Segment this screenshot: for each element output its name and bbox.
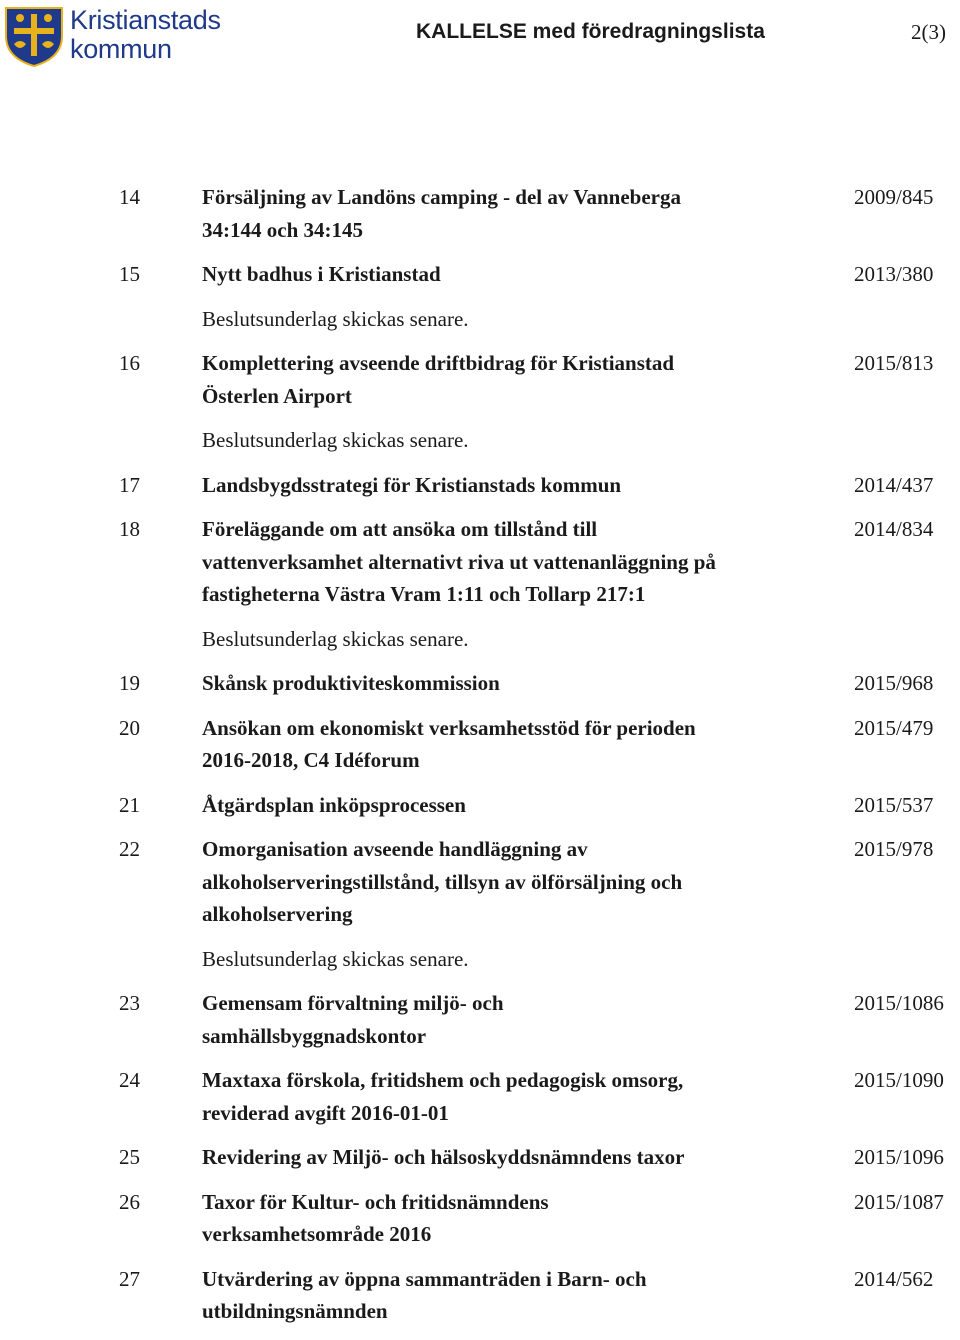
agenda-item-title-line: Österlen Airport	[202, 383, 352, 408]
agenda-item	[0, 513, 960, 655]
agenda-item-number: 24	[119, 1068, 140, 1092]
coat-of-arms-icon	[2, 2, 66, 68]
agenda-item-title-line: Ansökan om ekonomiskt verksamhetsstöd för perioden	[202, 715, 696, 740]
agenda-item-number: 20	[119, 715, 140, 740]
logo-text	[70, 6, 221, 64]
agenda-item-title-line: Åtgärdsplan inköpsprocessen	[202, 792, 466, 817]
agenda-item-diary-number: 2015/537	[854, 792, 934, 817]
agenda-item-title-line: Komplettering avseende driftbidrag för Kristianstad	[202, 351, 675, 375]
agenda-item-title-line: alkoholservering	[202, 902, 353, 926]
agenda-item-title-line: Skånsk produktiviteskommission	[202, 671, 500, 695]
agenda-item-number: 18	[119, 517, 140, 541]
agenda-item-number: 15	[119, 262, 140, 286]
document-title: KALLELSE med föredragningslista	[416, 20, 765, 43]
agenda-item	[0, 1186, 960, 1251]
page-header	[0, 0, 960, 70]
agenda-item-diary-number: 2013/380	[854, 262, 934, 286]
agenda-item	[0, 469, 960, 502]
agenda-item-diary-number: 2015/1087	[854, 1189, 944, 1214]
agenda-item-diary-number: 2014/562	[854, 1266, 934, 1291]
agenda-item-number: 19	[119, 671, 140, 695]
agenda-item-title-line: verksamhetsområde 2016	[202, 1222, 432, 1246]
agenda-item	[0, 789, 960, 822]
agenda-item-diary-number: 2015/978	[854, 837, 934, 861]
agenda-item	[0, 987, 960, 1052]
agenda-item-title-line: Utvärdering av öppna sammanträden i Barn- och	[202, 1266, 647, 1291]
agenda-item-diary-number: 2015/1090	[854, 1068, 944, 1092]
agenda-item-note: Beslutsunderlag skickas senare.	[202, 306, 469, 331]
agenda-item	[0, 667, 960, 700]
agenda-item	[0, 1064, 960, 1129]
agenda-item-number: 22	[119, 837, 140, 861]
agenda-item-diary-number: 2009/845	[854, 185, 934, 209]
agenda-item-number: 27	[119, 1266, 140, 1291]
logo-line-2: kommun	[70, 34, 172, 64]
agenda-item-title	[202, 789, 822, 822]
agenda-item-title	[202, 667, 822, 700]
agenda-item-diary-number: 2015/479	[854, 715, 934, 740]
agenda-item-title	[202, 833, 822, 931]
agenda-item-title-line: samhällsbyggnadskontor	[202, 1023, 427, 1048]
agenda-item-note: Beslutsunderlag skickas senare.	[202, 428, 469, 452]
agenda-item-title-line: alkoholserveringstillstånd, tillsyn av ölförsäljning och	[202, 869, 683, 894]
agenda-item	[0, 1141, 960, 1174]
agenda-item-title-line: Revidering av Miljö- och hälsoskyddsnämndens taxor	[202, 1145, 685, 1169]
agenda-item-title-line: Försäljning av Landöns camping - del av Vanneberga	[202, 185, 682, 209]
agenda-item-number: 21	[119, 792, 140, 817]
agenda-item-title	[202, 1064, 822, 1129]
agenda-item-title	[202, 181, 822, 246]
agenda-item-title	[202, 1141, 822, 1174]
agenda-item-title-line: 34:144 och 34:145	[202, 217, 363, 242]
agenda-item-note: Beslutsunderlag skickas senare.	[202, 626, 469, 651]
kristianstads-kommun-logo	[2, 2, 242, 68]
agenda-item-title	[202, 987, 822, 1052]
agenda-item-diary-number: 2015/1086	[854, 991, 944, 1015]
agenda-item-title-line: fastigheterna Västra Vram 1:11 och Tollarp 217:1	[202, 582, 646, 606]
agenda-item-diary-number: 2014/437	[854, 472, 934, 497]
agenda-item-diary-number: 2015/813	[854, 351, 934, 375]
agenda-item-note: Beslutsunderlag skickas senare.	[202, 946, 469, 971]
agenda-item-diary-number: 2015/1096	[854, 1145, 944, 1169]
agenda-item-number: 17	[119, 472, 140, 497]
agenda-item-title-line: Gemensam förvaltning miljö- och	[202, 991, 504, 1015]
agenda-item-title-line: reviderad avgift 2016-01-01	[202, 1100, 449, 1125]
agenda-item-number: 23	[119, 991, 140, 1015]
logo-line-1: Kristianstads	[70, 5, 221, 35]
agenda-item-title	[202, 712, 822, 777]
agenda-item-diary-number: 2015/968	[854, 671, 934, 695]
agenda-item-title-line: Landsbygdsstrategi för Kristianstads kommun	[202, 472, 622, 497]
agenda-item-title	[202, 513, 822, 611]
agenda-item-number: 25	[119, 1145, 140, 1169]
agenda-item-title-line: Omorganisation avseende handläggning av	[202, 837, 588, 861]
agenda-item	[0, 347, 960, 457]
agenda-item-title	[202, 258, 822, 291]
agenda-item-title	[202, 347, 822, 412]
agenda-item-title	[202, 1263, 822, 1328]
agenda-list	[0, 181, 960, 1340]
agenda-item-title-line: Taxor för Kultur- och fritidsnämndens	[202, 1189, 549, 1214]
agenda-item-title-line: 2016-2018, C4 Idéforum	[202, 748, 420, 772]
agenda-item	[0, 712, 960, 777]
agenda-item-title-line: Föreläggande om att ansöka om tillstånd till	[202, 517, 598, 541]
agenda-item-title	[202, 469, 822, 502]
agenda-item-diary-number: 2014/834	[854, 517, 934, 541]
agenda-item-title-line: Nytt badhus i Kristianstad	[202, 262, 441, 286]
agenda-item	[0, 258, 960, 335]
agenda-item-title	[202, 1186, 822, 1251]
agenda-item	[0, 181, 960, 246]
agenda-item-title-line: Maxtaxa förskola, fritidshem och pedagogisk omsorg,	[202, 1068, 684, 1092]
agenda-item-number: 26	[119, 1189, 140, 1214]
page-number: 2(3)	[911, 20, 946, 44]
agenda-item-number: 16	[119, 351, 140, 375]
agenda-item-title-line: utbildningsnämnden	[202, 1299, 388, 1323]
agenda-item	[0, 833, 960, 975]
agenda-item-title-line: vattenverksamhet alternativt riva ut vattenanläggning på	[202, 549, 716, 574]
agenda-item-number: 14	[119, 185, 140, 209]
agenda-item	[0, 1263, 960, 1328]
